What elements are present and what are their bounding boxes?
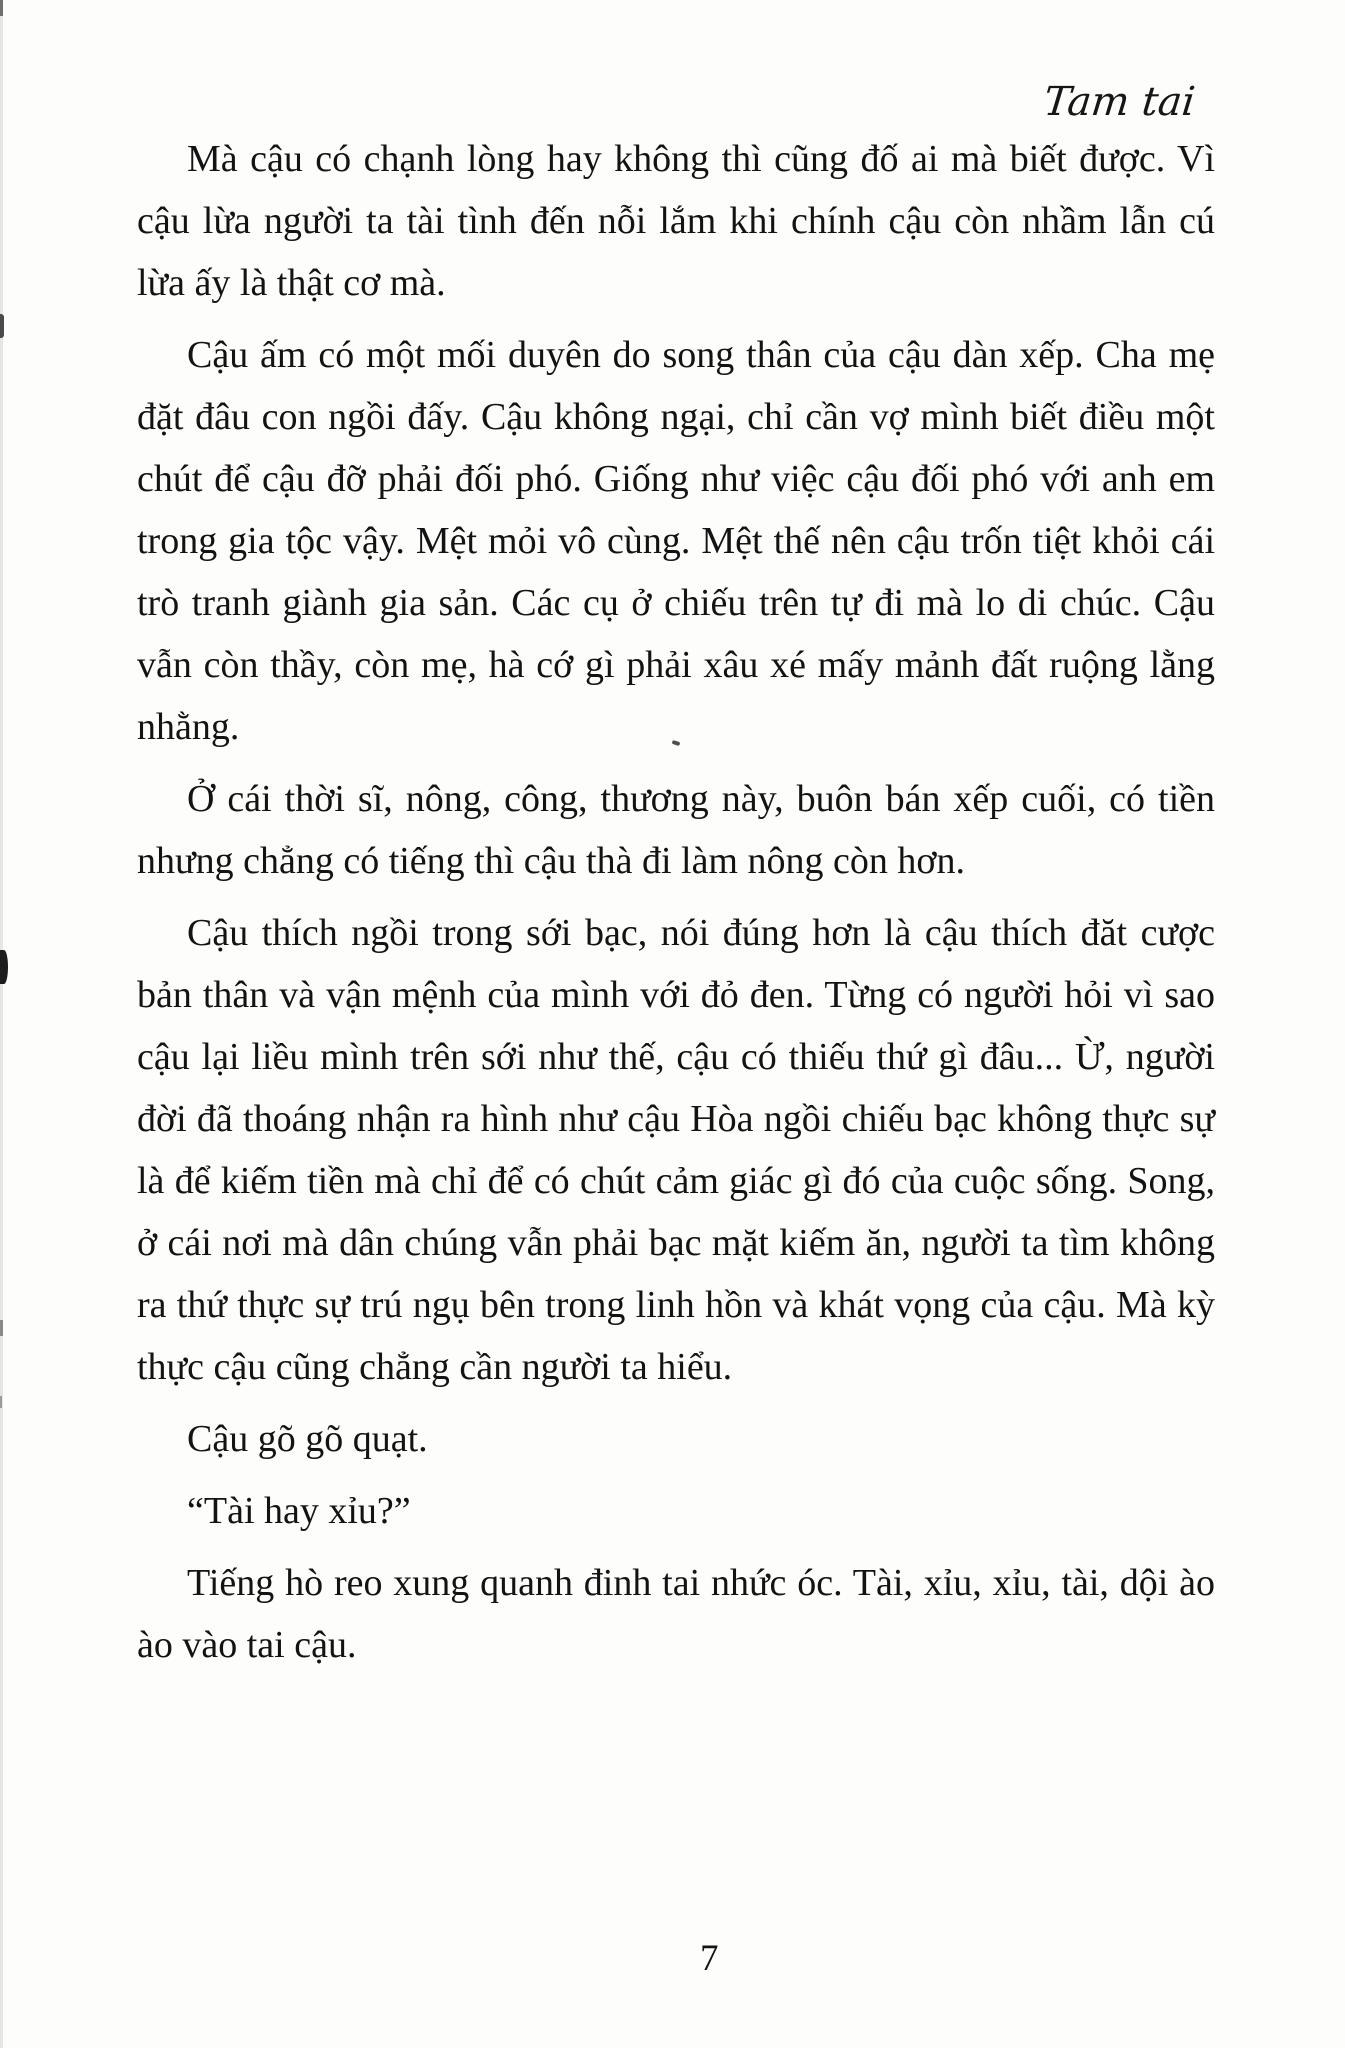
paragraph: Cậu ấm có một mối duyên do song thân của cậu dàn xếp. Cha mẹ đặt đâu con ngồi đấy. Cậu không ngại, chỉ cần vợ mình biết điều một chút để cậu đỡ phải đối phó. Giống như việc cậu đối phó với anh em trong gia tộc vậy. Mệt mỏi vô cùng. Mệt thế nên cậu trốn tiệt khỏi cái trò tranh giành gia sản. Các cụ ở chiếu trên tự đi mà lo di chúc. Cậu vẫn còn thầy, còn mẹ, hà cớ gì phải xâu xé mấy mảnh đất ruộng lằng nhằng.	[137, 334, 1215, 748]
paragraph: Tiếng hò reo xung quanh đinh tai nhức óc. Tài, xỉu, xỉu, tài, dội ào ào vào tai cậu.	[137, 1562, 1215, 1666]
paragraph: Cậu gõ gõ quạt.	[187, 1418, 428, 1460]
page-number: 7	[700, 1938, 719, 1979]
scan-edge-artifact	[0, 950, 8, 984]
paragraph: Cậu thích ngồi trong sới bạc, nói đúng hơn là cậu thích đăt cược bản thân và vận mệnh của mình với đỏ đen. Từng có người hỏi vì sao cậu lại liều mình trên sới như thế, cậu có thiếu thứ gì đâu... Ừ, người đời đã thoáng nhận ra hình như cậu Hòa ngồi chiếu bạc không thực sự là để kiếm tiền mà chỉ để có chút cảm giác gì đó của cuộc sống. Song, ở cái nơi mà dân chúng vẫn phải bạc mặt kiếm ăn, người ta tìm không ra thứ thực sự trú ngụ bên trong linh hồn và khát vọng của cậu. Mà kỳ thực cậu cũng chẳng cần người ta hiểu.	[137, 912, 1215, 1388]
scan-edge-artifact	[0, 0, 3, 16]
scan-edge-artifact	[0, 1320, 3, 1336]
paragraph: Mà cậu có chạnh lòng hay không thì cũng đố ai mà biết được. Vì cậu lừa người ta tài tình đến nỗi lắm khi chính cậu còn nhầm lẫn cú lừa ấy là thật cơ mà.	[137, 138, 1215, 304]
scan-edge-artifact	[0, 1396, 2, 1408]
paragraph: Ở cái thời sĩ, nông, công, thương này, buôn bán xếp cuối, có tiền nhưng chẳng có tiếng thì cậu thà đi làm nông còn hơn.	[137, 778, 1215, 882]
body-text	[137, 128, 1215, 1686]
scan-edge-artifact	[0, 314, 4, 338]
paragraph-dialogue: “Tài hay xỉu?”	[187, 1490, 411, 1532]
scan-edge-strip	[0, 0, 3, 2048]
running-header-title: Tam tai	[1041, 79, 1198, 125]
